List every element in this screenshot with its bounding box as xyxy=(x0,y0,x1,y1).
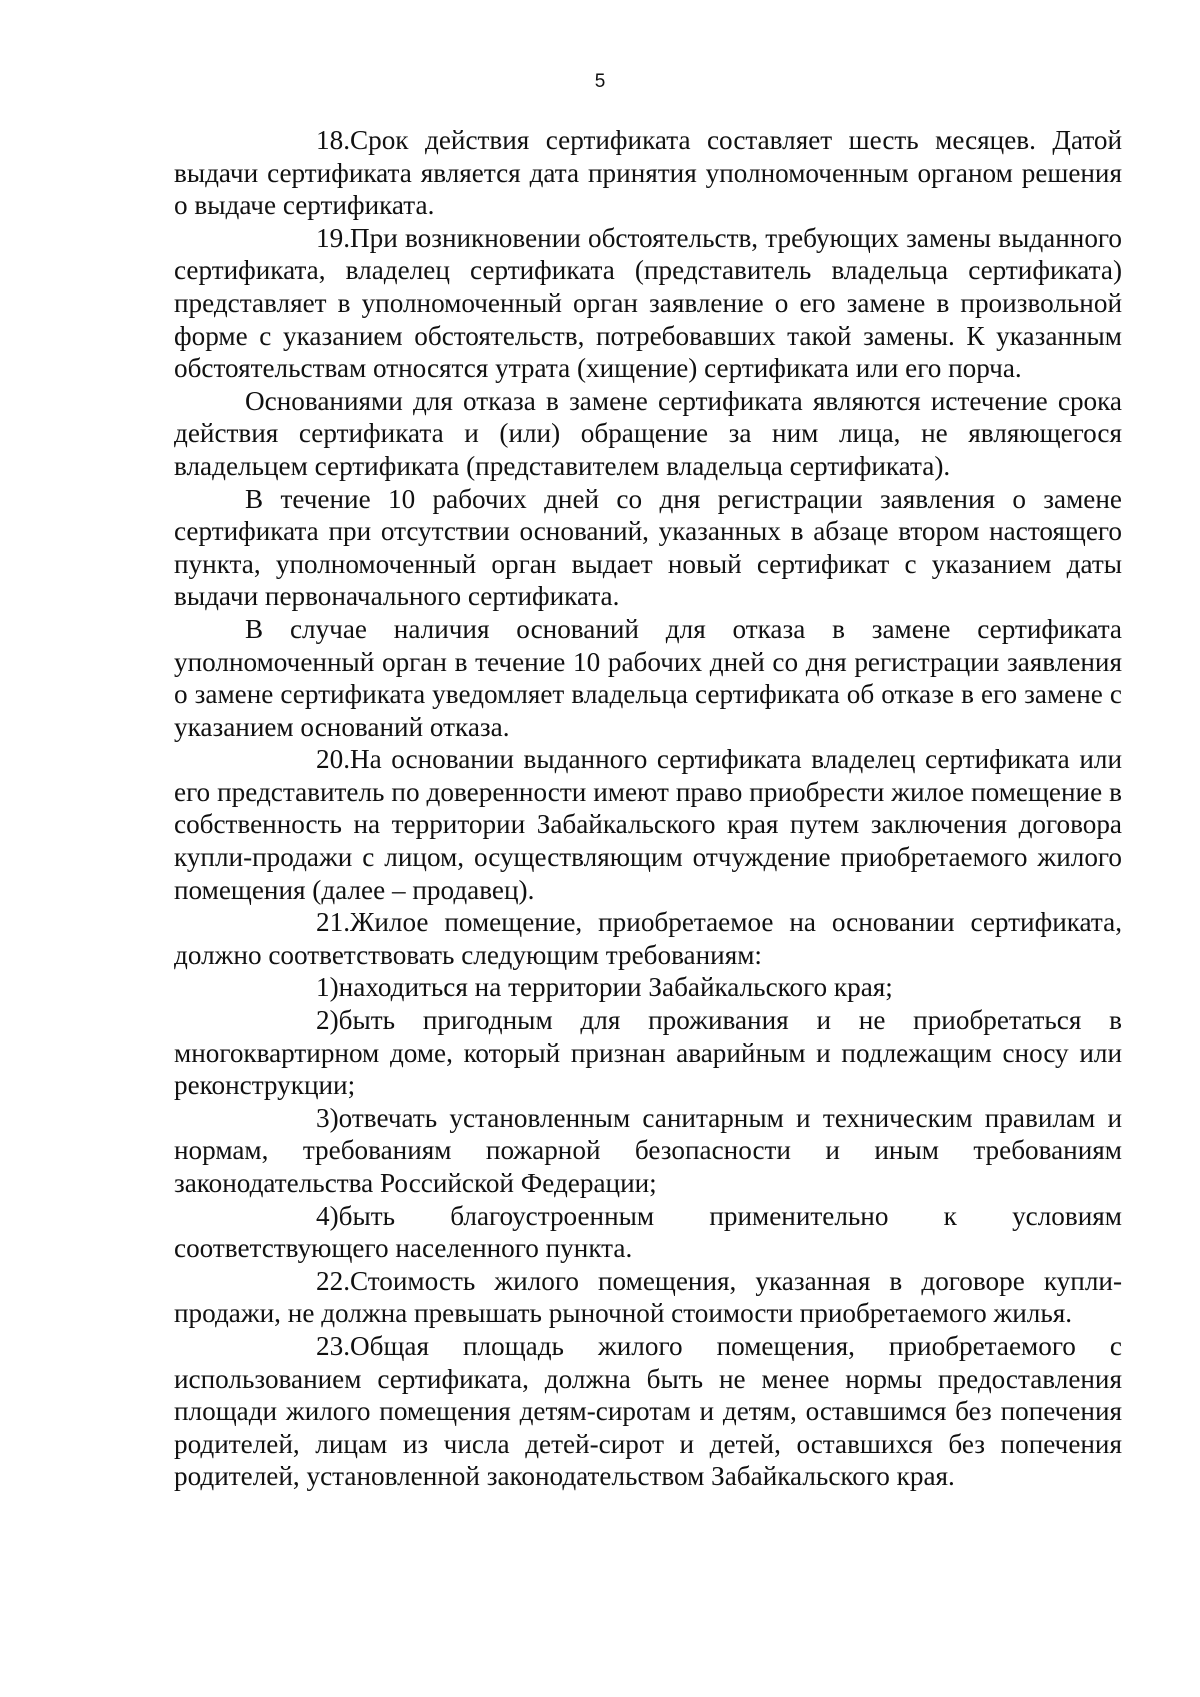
list-item-1 xyxy=(174,971,1122,1004)
paragraph-text: В случае наличия оснований для отказа в замене сертификата уполномоченный орган в течение 10 рабочих дней со дня регистрации заявления о замене сертификата уведомляет владельца сертификата об отказе в его замене с указанием оснований отказа. xyxy=(174,613,1122,742)
paragraph-23 xyxy=(174,1330,1122,1493)
paragraph-text: При возникновении обстоятельств, требующих замены выданного сертификата, владелец сертификата (представитель владельца сертификата) представляет в уполномоченный орган заявление о его замене в произвольной форме с указанием обстоятельств, потребовавших такой замены. К указанным обстоятельствам относятся утрата (хищение) сертификата или его порча. xyxy=(174,222,1122,384)
list-item-text: находиться на территории Забайкальского края; xyxy=(338,972,893,1003)
page-number: 5 xyxy=(594,71,606,92)
paragraph-number: 20. xyxy=(316,744,350,775)
list-item-number: 4) xyxy=(316,1200,339,1231)
list-item-text: быть благоустроенным применительно к условиям соответствующего населенного пункта. xyxy=(174,1200,1122,1264)
paragraph-22 xyxy=(174,1265,1122,1330)
paragraph-text: Общая площадь жилого помещения, приобретаемого с использованием сертификата, должна быть не менее нормы предоставления площади жилого помещения детям-сиротам и детям, оставшимся без попечения родителей, лицам из числа детей-сирот и детей, оставшихся без попечения родителей, установленной законодательством Забайкальского края. xyxy=(174,1330,1122,1492)
paragraph-number: 18. xyxy=(316,125,350,155)
list-item-2 xyxy=(174,1004,1122,1102)
list-item-4 xyxy=(174,1200,1122,1265)
paragraph-19-refusal-notice xyxy=(174,613,1122,743)
paragraph-text: Стоимость жилого помещения, указанная в договоре купли-продажи, не должна превышать рыночной стоимости приобретаемого жилья. xyxy=(174,1265,1122,1329)
list-item-number: 1) xyxy=(316,972,339,1003)
paragraph-number: 19. xyxy=(316,222,350,253)
paragraph-19-new-certificate xyxy=(174,483,1122,613)
paragraph-text: Срок действия сертификата составляет шесть месяцев. Датой выдачи сертификата является дата принятия уполномоченным органом решения о выдаче сертификата. xyxy=(174,125,1122,221)
list-item-number: 3) xyxy=(316,1102,339,1133)
paragraph-number: 22. xyxy=(316,1265,350,1296)
paragraph-19-refusal-grounds xyxy=(174,385,1122,483)
paragraph-text: Жилое помещение, приобретаемое на основании сертификата, должно соответствовать следующим требованиям: xyxy=(174,907,1122,970)
paragraph-text: Основаниями для отказа в замене сертификата являются истечение срока действия сертификата и (или) обращение за ним лица, не являющегося владельцем сертификата (представителем владельца сертификата). xyxy=(174,385,1122,481)
paragraph-number: 21. xyxy=(316,907,350,938)
list-item-number: 2) xyxy=(316,1005,339,1036)
paragraph-text: В течение 10 рабочих дней со дня регистрации заявления о замене сертификата при отсутствии оснований, указанных в абзаце втором настоящего пункта, уполномоченный орган выдает новый сертификат с указанием даты выдачи первоначального сертификата. xyxy=(174,483,1122,612)
paragraph-19 xyxy=(174,222,1122,385)
document-body xyxy=(174,124,1122,1493)
paragraph-text: На основании выданного сертификата владелец сертификата или его представитель по доверенности имеют право приобрести жилое помещение в собственность на территории Забайкальского края путем заключения договора купли-продажи с лицом, осуществляющим отчуждение приобретаемого жилого помещения (далее – продавец). xyxy=(174,744,1122,905)
paragraph-20 xyxy=(174,743,1122,906)
list-item-text: быть пригодным для проживания и не приобретаться в многоквартирном доме, который признан аварийным и подлежащим сносу или реконструкции; xyxy=(174,1005,1122,1101)
paragraph-21 xyxy=(174,906,1122,971)
list-item-text: отвечать установленным санитарным и техническим правилам и нормам, требованиям пожарной безопасности и иным требованиям законодательства Российской Федерации; xyxy=(174,1102,1122,1198)
paragraph-18 xyxy=(174,124,1122,222)
paragraph-number: 23. xyxy=(316,1330,350,1361)
list-item-3 xyxy=(174,1102,1122,1200)
